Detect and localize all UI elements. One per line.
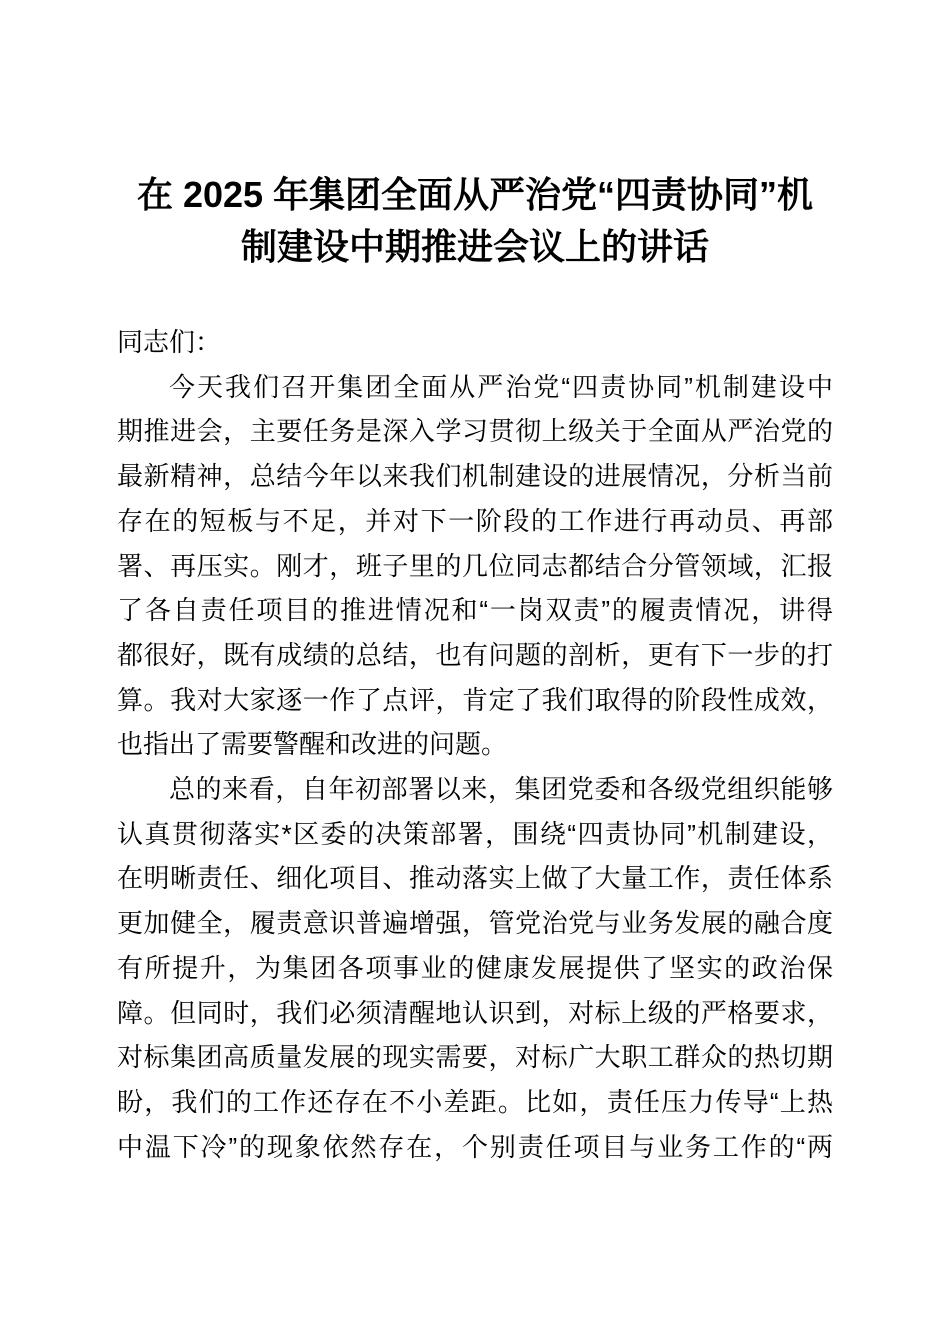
text-line: 存在的短板与不足，并对下一阶段的工作进行再动员、再部 bbox=[117, 505, 833, 536]
text-line: 都很好，既有成绩的总结，也有问题的剖析，更有下一步的打 bbox=[117, 639, 833, 670]
text-line: 有所提升，为集团各项事业的健康发展提供了坚实的政治保 bbox=[117, 952, 833, 983]
text-line: 今天我们召开集团全面从严治党“四责协同”机制建设中 bbox=[169, 371, 833, 402]
title-line-2: 制建设中期推进会议上的讲话 bbox=[240, 226, 709, 267]
text-line: 最新精神，总结今年以来我们机制建设的进展情况，分析当前 bbox=[117, 461, 833, 492]
text-line: 更加健全，履责意识普遍增强，管党治党与业务发展的融合度 bbox=[117, 908, 833, 939]
text-line: 中温下冷”的现象依然存在，个别责任项目与业务工作的“两 bbox=[117, 1131, 833, 1162]
text-line: 在明晰责任、细化项目、推动落实上做了大量工作，责任体系 bbox=[117, 863, 833, 894]
document-title bbox=[0, 0, 950, 273]
text-line: 同志们： bbox=[117, 327, 222, 357]
text-line: 算。我对大家逐一作了点评，肯定了我们取得的阶段性成效， bbox=[117, 684, 833, 715]
text-line: 期推进会，主要任务是深入学习贯彻上级关于全面从严治党的 bbox=[117, 416, 833, 447]
text-line: 也指出了需要警醒和改进的问题。 bbox=[117, 729, 508, 760]
text-line: 了各自责任项目的推进情况和“一岗双责”的履责情况，讲得 bbox=[117, 595, 833, 626]
title-line-1: 在 2025 年集团全面从严治党“四责协同”机 bbox=[136, 174, 814, 215]
text-line: 盼，我们的工作还存在不小差距。比如，责任压力传导“上热 bbox=[117, 1086, 833, 1117]
document-body bbox=[117, 320, 833, 1169]
text-line: 总的来看，自年初部署以来，集团党委和各级党组织能够 bbox=[169, 774, 833, 805]
text-line: 对标集团高质量发展的现实需要，对标广大职工群众的热切期 bbox=[117, 1042, 833, 1073]
text-line: 障。但同时，我们必须清醒地认识到，对标上级的严格要求， bbox=[117, 997, 833, 1028]
text-line: 署、再压实。刚才，班子里的几位同志都结合分管领域，汇报 bbox=[117, 550, 833, 581]
text-line: 认真贯彻落实*区委的决策部署，围绕“四责协同”机制建设， bbox=[117, 818, 833, 849]
